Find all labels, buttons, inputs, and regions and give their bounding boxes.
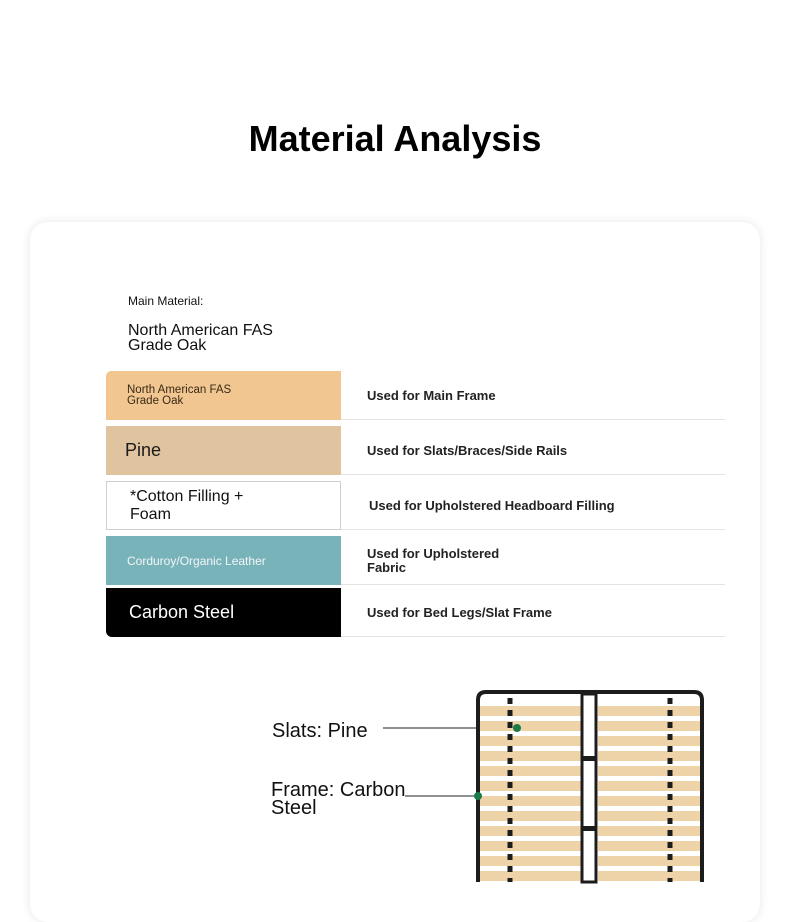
callout-frame: Frame: Carbon Steel: [271, 779, 406, 819]
slat: [480, 826, 582, 836]
material-usage: Used for Bed Legs/Slat Frame: [367, 605, 552, 620]
dot-marker-icon: [513, 724, 521, 732]
slat: [598, 856, 700, 866]
dot-marker-icon: [474, 792, 482, 800]
slat: [598, 796, 700, 806]
slat: [598, 751, 700, 761]
slats-right: [598, 706, 700, 881]
slat: [480, 856, 582, 866]
slat: [480, 796, 582, 806]
slat: [480, 781, 582, 791]
slat: [598, 736, 700, 746]
slat: [598, 706, 700, 716]
material-usage: Used for Upholstered Fabric: [367, 545, 500, 575]
slat: [598, 781, 700, 791]
material-name: *Cotton Filling + Foam: [130, 487, 244, 523]
page-title: Material Analysis: [248, 118, 542, 159]
main-material-label: Main Material:: [128, 294, 204, 308]
center-brace: [583, 826, 595, 831]
material-usage: Used for Main Frame: [367, 388, 496, 403]
center-rail: [582, 694, 596, 882]
material-usage: Used for Slats/Braces/Side Rails: [367, 443, 568, 458]
material-name: Pine: [125, 440, 162, 460]
slats-left: [480, 706, 582, 881]
center-brace: [583, 756, 595, 761]
slat: [480, 751, 582, 761]
slat: [480, 721, 582, 731]
material-name: North American FAS Grade Oak: [127, 383, 232, 407]
slat: [598, 811, 700, 821]
slat: [480, 706, 582, 716]
material-name: Carbon Steel: [129, 602, 235, 622]
slat: [598, 841, 700, 851]
slat: [480, 811, 582, 821]
slat: [598, 766, 700, 776]
slat: [480, 871, 582, 881]
slat: [480, 766, 582, 776]
slat: [480, 736, 582, 746]
slat: [598, 826, 700, 836]
material-name: Corduroy/Organic Leather: [127, 553, 266, 568]
main-material-value: North American FAS Grade Oak: [128, 322, 273, 354]
slat: [598, 721, 700, 731]
material-usage: Used for Upholstered Headboard Filling: [369, 498, 615, 513]
slat: [480, 841, 582, 851]
callout-slats: Slats: Pine: [272, 720, 368, 742]
bed-frame-diagram: [470, 686, 710, 886]
slat: [598, 871, 700, 881]
